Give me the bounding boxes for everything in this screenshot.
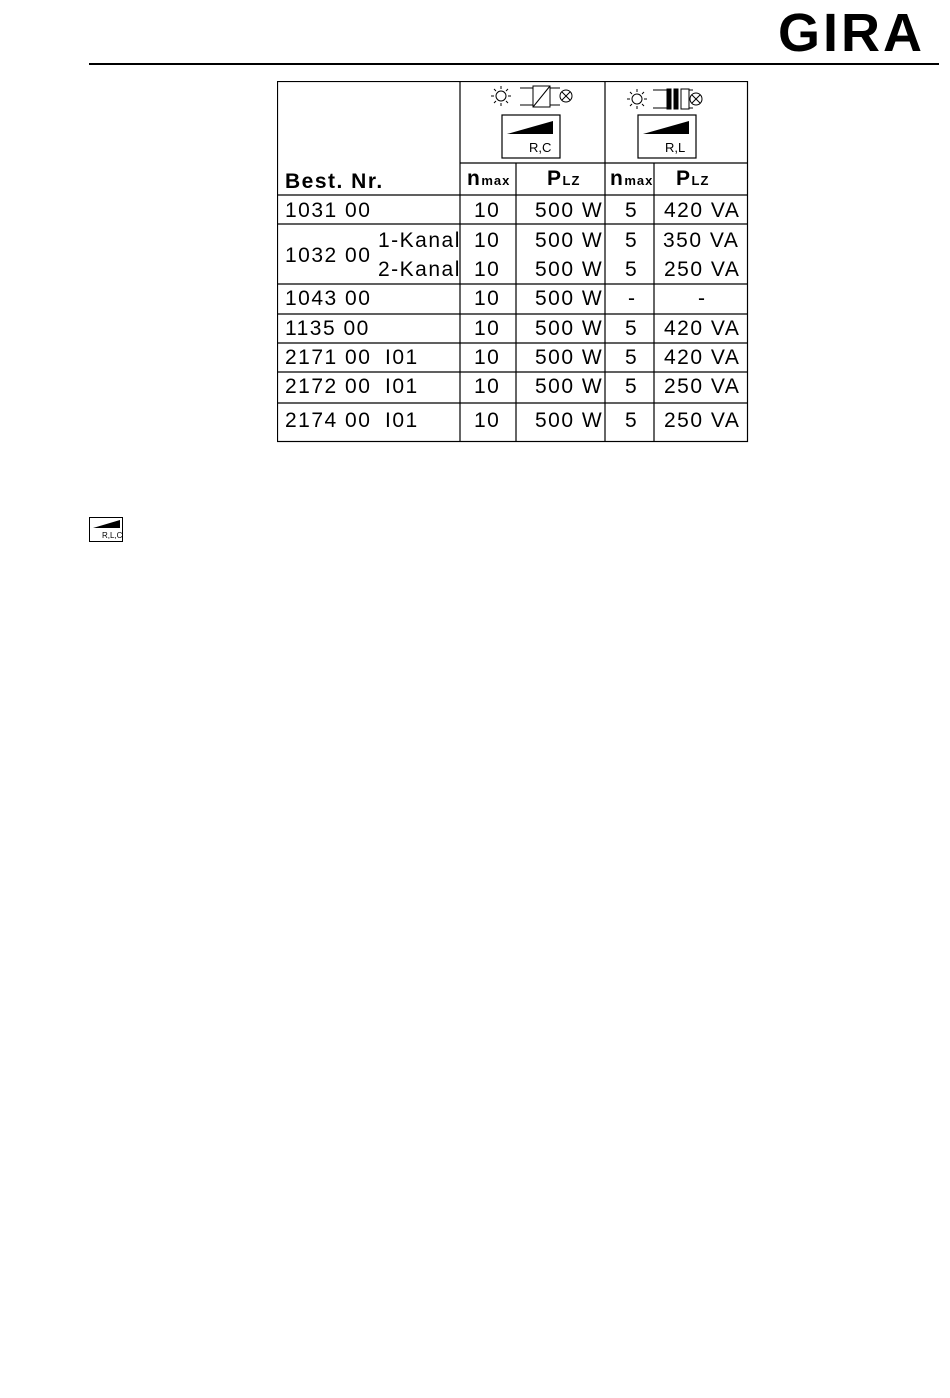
cell-plz-2: 250 VA: [664, 375, 741, 398]
header-rule: [89, 63, 939, 65]
rlc-dimmer-icon: [89, 517, 123, 542]
cell-plz-2: 420 VA: [664, 317, 741, 340]
cell-best-nr: 2172 00: [285, 375, 372, 398]
cell-plz-2: -: [698, 287, 707, 310]
cell-best-nr: 2174 00: [285, 409, 372, 432]
cell-nmax-2: 5: [625, 409, 639, 432]
cell-plz-1: 500 W: [535, 258, 604, 281]
cell-best-nr: 1135 00: [285, 317, 370, 340]
cell-nmax-1: 10: [474, 317, 501, 340]
cell-nmax-1: 10: [474, 229, 501, 252]
lamp-sun-icon: [491, 86, 511, 106]
lamp-sun-icon: [627, 89, 647, 109]
cell-best-nr: 1043 00: [285, 287, 372, 310]
column-header-plz-2: PLZ: [676, 167, 710, 190]
cell-plz-1: 500 W: [535, 346, 604, 369]
cell-nmax-2: -: [628, 287, 637, 310]
cell-plz-1: 500 W: [535, 199, 604, 222]
cell-nmax-1: 10: [474, 199, 501, 222]
dimmer-label-rc: R,C: [529, 140, 552, 155]
cell-nmax-1: 10: [474, 258, 501, 281]
cell-nmax-1: 10: [474, 375, 501, 398]
cell-nmax-2: 5: [625, 229, 639, 252]
cell-nmax-1: 10: [474, 409, 501, 432]
dimmer-ramp-icon: [507, 121, 553, 134]
cell-plz-1: 500 W: [535, 375, 604, 398]
cell-nmax-2: 5: [625, 199, 639, 222]
cell-nmax-2: 5: [625, 346, 639, 369]
cell-channel: 2-Kanal: [378, 258, 461, 281]
cell-plz-2: 420 VA: [664, 199, 741, 222]
cell-channel: 1-Kanal: [378, 229, 461, 252]
cell-best-nr: 2171 00: [285, 346, 372, 369]
lamp-cross-icon: [690, 93, 702, 105]
load-table: [277, 81, 749, 444]
column-header-nmax-1: nmax: [467, 167, 511, 190]
column-header-best-nr: Best. Nr.: [285, 170, 384, 193]
cell-nmax-1: 10: [474, 287, 501, 310]
dimmer-ramp-icon: [643, 121, 689, 134]
cell-plz-2: 420 VA: [664, 346, 741, 369]
column-header-nmax-2: nmax: [610, 167, 654, 190]
cell-plz-1: 500 W: [535, 409, 604, 432]
conventional-transformer-icon: [653, 89, 693, 109]
cell-plz-1: 500 W: [535, 229, 604, 252]
dimmer-label-rl: R,L: [665, 140, 686, 155]
cell-plz-2: 250 VA: [664, 258, 741, 281]
cell-plz-1: 500 W: [535, 317, 604, 340]
cell-variant: I01: [385, 409, 419, 432]
rlc-label: R,L,C: [102, 531, 123, 540]
cell-best-nr: 1031 00: [285, 199, 372, 222]
cell-nmax-1: 10: [474, 346, 501, 369]
cell-nmax-2: 5: [625, 317, 639, 340]
cell-nmax-2: 5: [625, 375, 639, 398]
cell-variant: I01: [385, 346, 419, 369]
cell-plz-2: 350 VA: [663, 229, 740, 252]
electronic-transformer-icon: [520, 86, 560, 107]
cell-nmax-2: 5: [625, 258, 639, 281]
column-header-plz-1: PLZ: [547, 167, 581, 190]
gira-logo: GIRA: [778, 3, 925, 63]
cell-plz-1: 500 W: [535, 287, 604, 310]
lamp-cross-icon: [560, 90, 572, 102]
cell-variant: I01: [385, 375, 419, 398]
cell-best-nr: 1032 00: [285, 244, 372, 267]
cell-plz-2: 250 VA: [664, 409, 741, 432]
